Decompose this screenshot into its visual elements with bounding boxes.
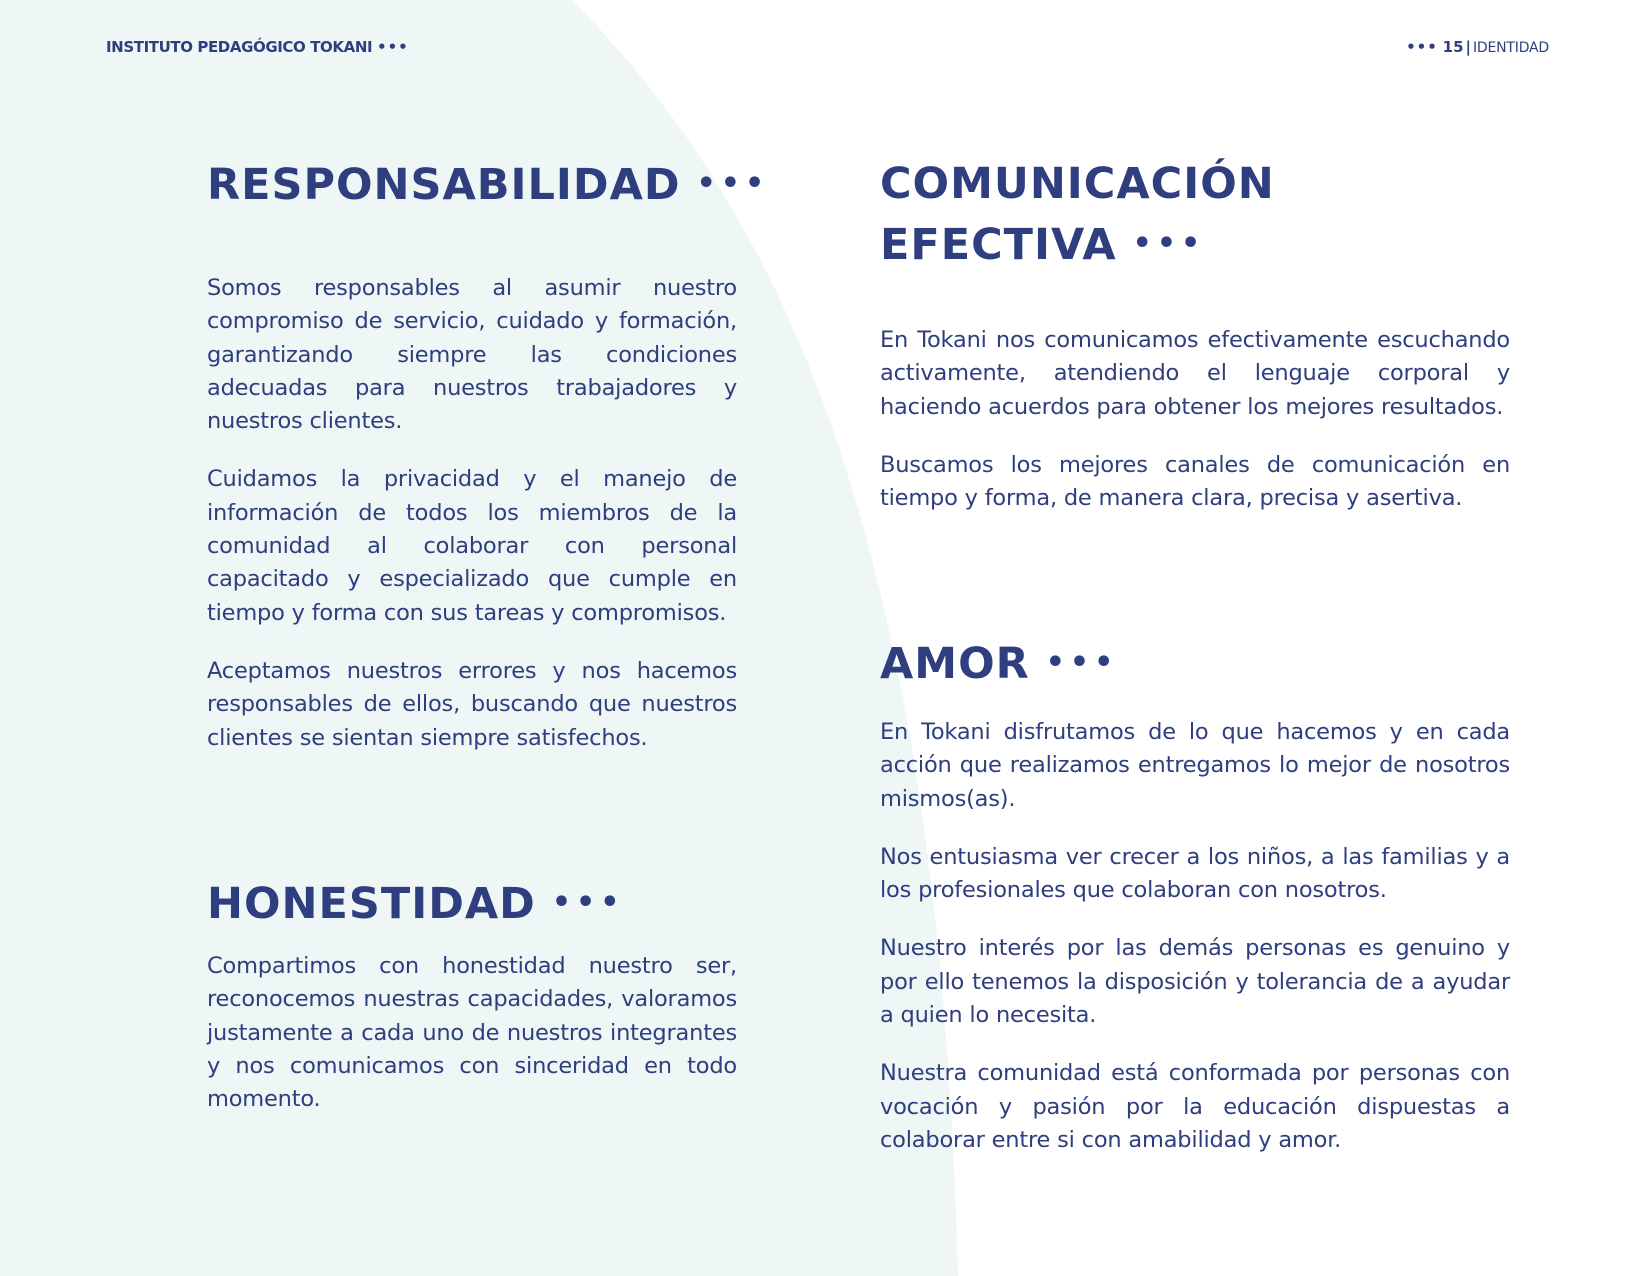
header-dots-right: ••• (1406, 38, 1438, 56)
page-number: 15 (1442, 38, 1464, 56)
section-body (880, 716, 1510, 1157)
section-comunicacion-efectiva (880, 154, 1510, 540)
section-title-honestidad (207, 873, 737, 934)
section-body (880, 324, 1510, 515)
title-text: HONESTIDAD (207, 879, 536, 929)
institution-name: INSTITUTO PEDAGÓGICO TOKANI (106, 38, 373, 56)
section-responsabilidad (207, 154, 770, 780)
paragraph: Nos entusiasma ver crecer a los niños, a las familias y a los profesionales que colaboran con nosotros. (880, 843, 1510, 904)
title-dots: ••• (551, 885, 625, 920)
paragraph: Nuestra comunidad está conformada por personas con vocación y pasión por la educación dispuestas a colaborar entre si con amabilidad y amor. (880, 1060, 1510, 1153)
paragraph: Cuidamos la privacidad y el manejo de información de todos los miembros de la comunidad al colaborar con personal capacitado y especializado que cumple en tiempo y forma con sus tareas y compromisos. (207, 466, 737, 626)
paragraph: Aceptamos nuestros errores y nos hacemos responsables de ellos, buscando que nuestros clientes se sientan siempre satisfechos. (207, 657, 737, 751)
title-dots: ••• (1132, 226, 1206, 261)
paragraph: Compartimos con honestidad nuestro ser, reconocemos nuestras capacidades, valoramos justamente a cada uno de nuestros integrantes y nos comunicamos con sinceridad en todo momento. (207, 953, 737, 1113)
section-body (207, 272, 737, 755)
header-separator: | (1465, 38, 1471, 56)
paragraph: Nuestro interés por las demás personas es genuino y por ello tenemos la disposición y tolerancia de a ayudar a quien lo necesita. (880, 935, 1510, 1029)
paragraph: Buscamos los mejores canales de comunicación en tiempo y forma, de manera clara, precisa y asertiva. (880, 451, 1510, 512)
paragraph: Somos responsables al asumir nuestro compromiso de servicio, cuidado y formación, garantizando siempre las condiciones adecuadas para nuestros trabajadores y nuestros clientes. (207, 275, 737, 435)
section-amor (880, 633, 1510, 1182)
section-body (207, 950, 737, 1116)
paragraph: En Tokani disfrutamos de lo que hacemos y en cada acción que realizamos entregamos lo mejor de nosotros mismos(as). (880, 719, 1510, 812)
section-title-responsabilidad (207, 154, 770, 215)
section-title-amor (880, 633, 1510, 694)
section-name: IDENTIDAD (1473, 40, 1549, 56)
title-text: AMOR (880, 639, 1030, 689)
title-dots: ••• (1045, 645, 1119, 680)
section-honestidad (207, 873, 737, 1141)
title-text-line1: COMUNICACIÓN (880, 159, 1275, 209)
header-dots-left: ••• (377, 38, 409, 56)
section-title-comunicacion (880, 154, 1510, 275)
title-text: RESPONSABILIDAD (207, 160, 681, 210)
paragraph: En Tokani nos comunicamos efectivamente escuchando activamente, atendiendo el lenguaje corporal y haciendo acuerdos para obtener los mejores resultados. (880, 327, 1510, 420)
running-header-section (1406, 38, 1549, 56)
title-text-line2: EFECTIVA (880, 220, 1117, 270)
running-header-institution (106, 38, 409, 56)
title-dots: ••• (696, 166, 770, 201)
